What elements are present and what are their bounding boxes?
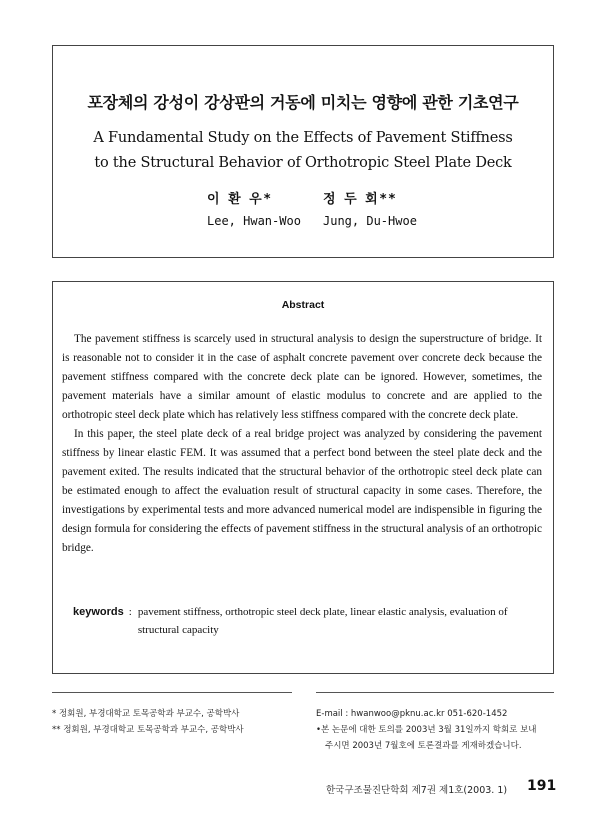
abstract-heading: Abstract [281, 299, 325, 311]
english-title-line-1: A Fundamental Study on the Effects of Pavement Stiffness [93, 130, 513, 146]
english-title [53, 126, 553, 176]
author-1-english-name: Lee, Hwan-Woo [207, 214, 301, 228]
footnote-author-2: ** 정회원, 부경대학교 토목공학과 부교수, 공학박사 [52, 725, 244, 735]
keywords-colon: : [128, 606, 132, 618]
abstract-box [52, 281, 554, 674]
english-title-line-2: to the Structural Behavior of Orthotropic Steel Plate Deck [94, 155, 512, 171]
keywords [73, 603, 543, 639]
footnote-author-1: * 정회원, 부경대학교 토목공학과 부교수, 공학박사 [52, 709, 240, 719]
abstract-body [62, 330, 542, 558]
keywords-label: keywords [73, 606, 124, 618]
author-affiliation-footnotes [52, 706, 302, 738]
abstract-paragraph-1: The pavement stiffness is scarcely used in structural analysis to design the superstructure of bridge. It is reasonable not to consider it in the case of asphalt concrete pavement over concrete deck because the pavement stiffness compared with the concrete deck plate can be ignored. However, sometimes, the pavement materials have a similar amount of elastic modulus to concrete and are applied to the orthotropic steel deck plate which has relatively less stiffness compared with the concrete deck plate. [62, 333, 542, 421]
author-2-english-name: Jung, Du-Hwoe [323, 214, 417, 228]
footnote-email: E-mail : hwanwoo@pknu.ac.kr 051-620-1452 [316, 709, 508, 719]
journal-citation: 한국구조물진단학회 제7권 제1호(2003. 1) [326, 785, 508, 796]
footnote-discussion-2: 주시면 2003년 7월호에 토론결과를 게재하겠습니다. [325, 741, 522, 751]
footnote-discussion-1: •본 논문에 대한 토의를 2003년 3월 31일까지 학회로 보내 [316, 725, 537, 735]
author-1-korean-name: 이 환 우* [207, 192, 273, 207]
footnote-rule-left [52, 692, 292, 693]
abstract-paragraph-2: In this paper, the steel plate deck of a real bridge project was analyzed by considering the pavement stiffness by linear elastic FEM. It was assumed that a perfect bond between the steel plate deck and the pavement exited. The results indicated that the structural behavior of the orthotropic steel deck plate can be estimated enough to affect the evaluation result of structural capacity in some cases. Therefore, the investigations by experimental tests and more advanced numerical model are indispensible in figuring the design formula for considering the effects of pavement stiffness in the structural analysis of an orthotropic bridge. [62, 428, 542, 554]
title-box [52, 45, 554, 258]
contact-footnotes [316, 706, 561, 754]
author-2-korean-name: 정 두 회** [323, 192, 398, 207]
keywords-text: pavement stiffness, orthotropic steel deck plate, linear elastic analysis, evaluation of structural capacity [137, 606, 508, 636]
footnote-rule-right [316, 692, 554, 693]
korean-title: 포장체의 강성이 강상판의 거동에 미치는 영향에 관한 기초연구 [87, 93, 519, 112]
page-number: 191 [527, 778, 557, 794]
